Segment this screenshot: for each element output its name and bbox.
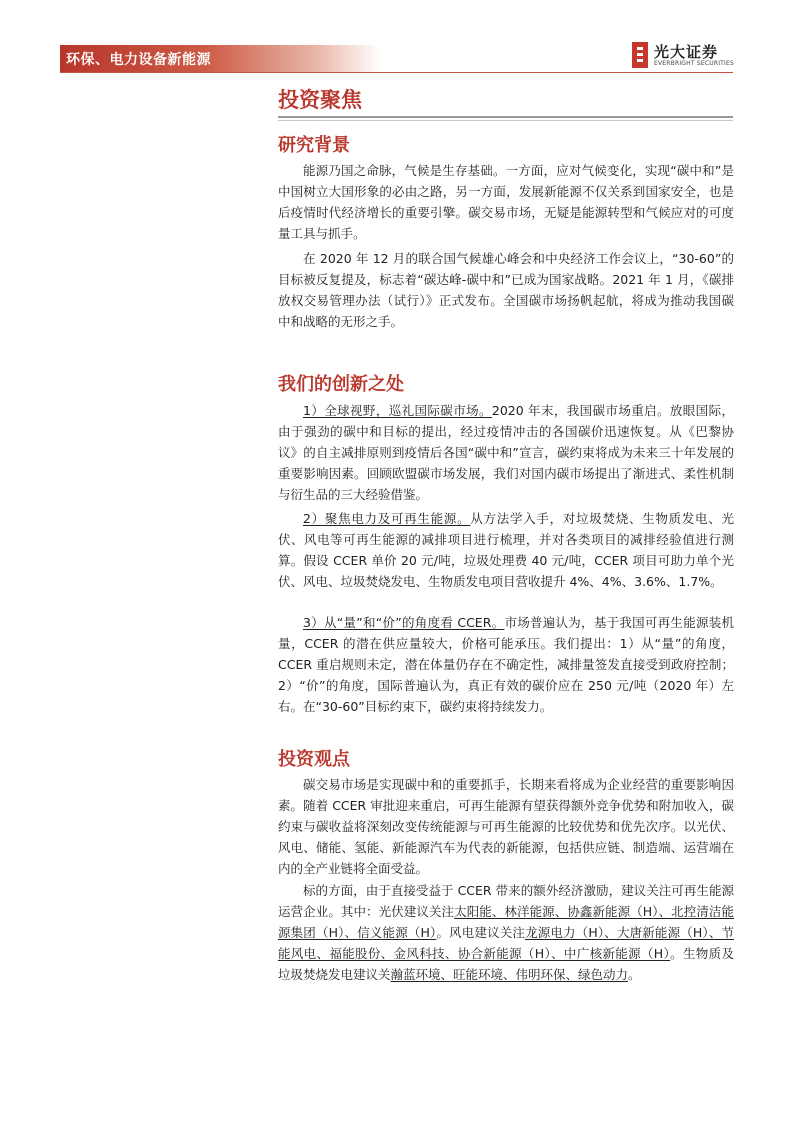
innovation-paragraph-1 [278, 400, 734, 505]
logo [632, 40, 742, 72]
innovation-point-2-body: 从方法学入手，对垃圾焚烧、生物质发电、光伏、风电等可再生能源的减排项目进行梳理，并对各类项目的减排经验值进行测算。假设 CCER 单价 20 元/吨，垃圾处理费 40 元/吨，CCER 项目可助力单个光伏、风电、垃圾焚烧发电、生物质发电项目营收提升 4%、4%、3.6%、1.7%。 [278, 511, 734, 589]
innovation-point-2-lead: 2）聚焦电力及可再生能源。 [303, 511, 471, 526]
section-title-investment-view: 投资观点 [278, 749, 350, 770]
innovation-point-1-body: 2020 年末，我国碳市场重启。放眼国际，由于强劲的碳中和目标的提出，经过疫情冲击的各国碳价迅速恢复。从《巴黎协议》的自主减排原则到疫情后各国“碳中和”宣言，碳约束将成为未来三十年发展的重要影响因素。回顾欧盟碳市场发展，我们对国内碳市场提出了渐进式、柔性机制与衍生品的三大经验借鉴。 [278, 403, 734, 502]
logo-text-en: EVERBRIGHT SECURITIES [654, 60, 734, 67]
investment-view-paragraph-2 [278, 880, 734, 985]
paragraph-end: 。 [628, 967, 641, 982]
research-background-paragraph-1: 能源乃国之命脉，气候是生存基础。一方面，应对气候变化，实现“碳中和”是中国树立大国形象的必由之路，另一方面，发展新能源不仅关系到国家安全，也是后疫情时代经济增长的重要引擎。碳交易市场，无疑是能源转型和气候应对的可度量工具与抓手。 [278, 163, 734, 241]
wind-stock-list: 龙源电力（H）、大唐新能源（H）、节能风电、福能股份、金风科技、协合新能源（H）、中广核新能源（H） [278, 925, 734, 961]
wind-intro: 。风电建议关注 [436, 925, 526, 940]
header-rule [60, 72, 733, 73]
header-category: 环保、电力设备新能源 [66, 52, 211, 68]
research-background-paragraph-2: 在 2020 年 12 月的联合国气候雄心峰会和中央经济工作会议上，“30-60”的目标被反复提及，标志着“碳达峰-碳中和”已成为国家战略。2021 年 1 月，《碳排放权交易管理办法（试行）》正式发布。全国碳市场扬帆起航，将成为推动我国碳中和战略的无形之手。 [278, 251, 734, 329]
innovation-paragraph-3 [278, 612, 734, 717]
logo-mark-icon [632, 42, 648, 68]
section-title-research-background: 研究背景 [278, 135, 350, 156]
biomass-intro: 。生物质及垃圾焚烧发电建议关 [278, 946, 734, 982]
investment-view-paragraph-1: 碳交易市场是实现碳中和的重要抓手，长期来看将成为企业经营的重要影响因素。随着 CCER 审批迎来重启，可再生能源有望获得额外竞争优势和附加收入，碳约束与碳收益将深刻改变传统能源与可再生能源的比较优势和优先次序。以光伏、风电、储能、氢能、新能源汽车为代表的新能源，包括供应链、制造端、运营端在内的全产业链将全面受益。 [278, 777, 734, 876]
recommendation-intro: 标的方面，由于直接受益于 CCER 带来的额外经济激励，建议关注可再生能源运营企业。其中：光伏建议关注 [278, 883, 734, 919]
title-rule [278, 116, 733, 118]
innovation-point-3-body: 市场普遍认为，基于我国可再生能源装机量，CCER 的潜在供应量较大，价格可能承压。我们提出：1）从“量”的角度，CCER 重启规则未定，潜在体量仍存在不确定性，减排量签发直接受到政府控制；2）“价”的角度，国际普遍认为，真正有效的碳价应在 250 元/吨（2020 年）左右。在“30-60”目标约束下，碳约束将持续发力。 [278, 615, 734, 714]
page-title: 投资聚焦 [278, 88, 362, 112]
biomass-stock-list: 瀚蓝环境、旺能环境、伟明环保、绿色动力 [390, 967, 629, 982]
innovation-paragraph-2 [278, 508, 734, 592]
logo-text-cn: 光大证券 [654, 43, 719, 61]
title-rule-thin [278, 120, 733, 121]
innovation-point-1-lead: 1）全球视野，巡礼国际碳市场。 [303, 403, 492, 418]
innovation-point-3-lead: 3）从“量”和“价”的角度看 CCER。 [303, 615, 505, 630]
section-title-innovation: 我们的创新之处 [278, 374, 404, 395]
pv-stock-list: 太阳能、林洋能源、协鑫新能源（H）、北控清洁能源集团（H）、信义能源（H） [278, 904, 734, 940]
